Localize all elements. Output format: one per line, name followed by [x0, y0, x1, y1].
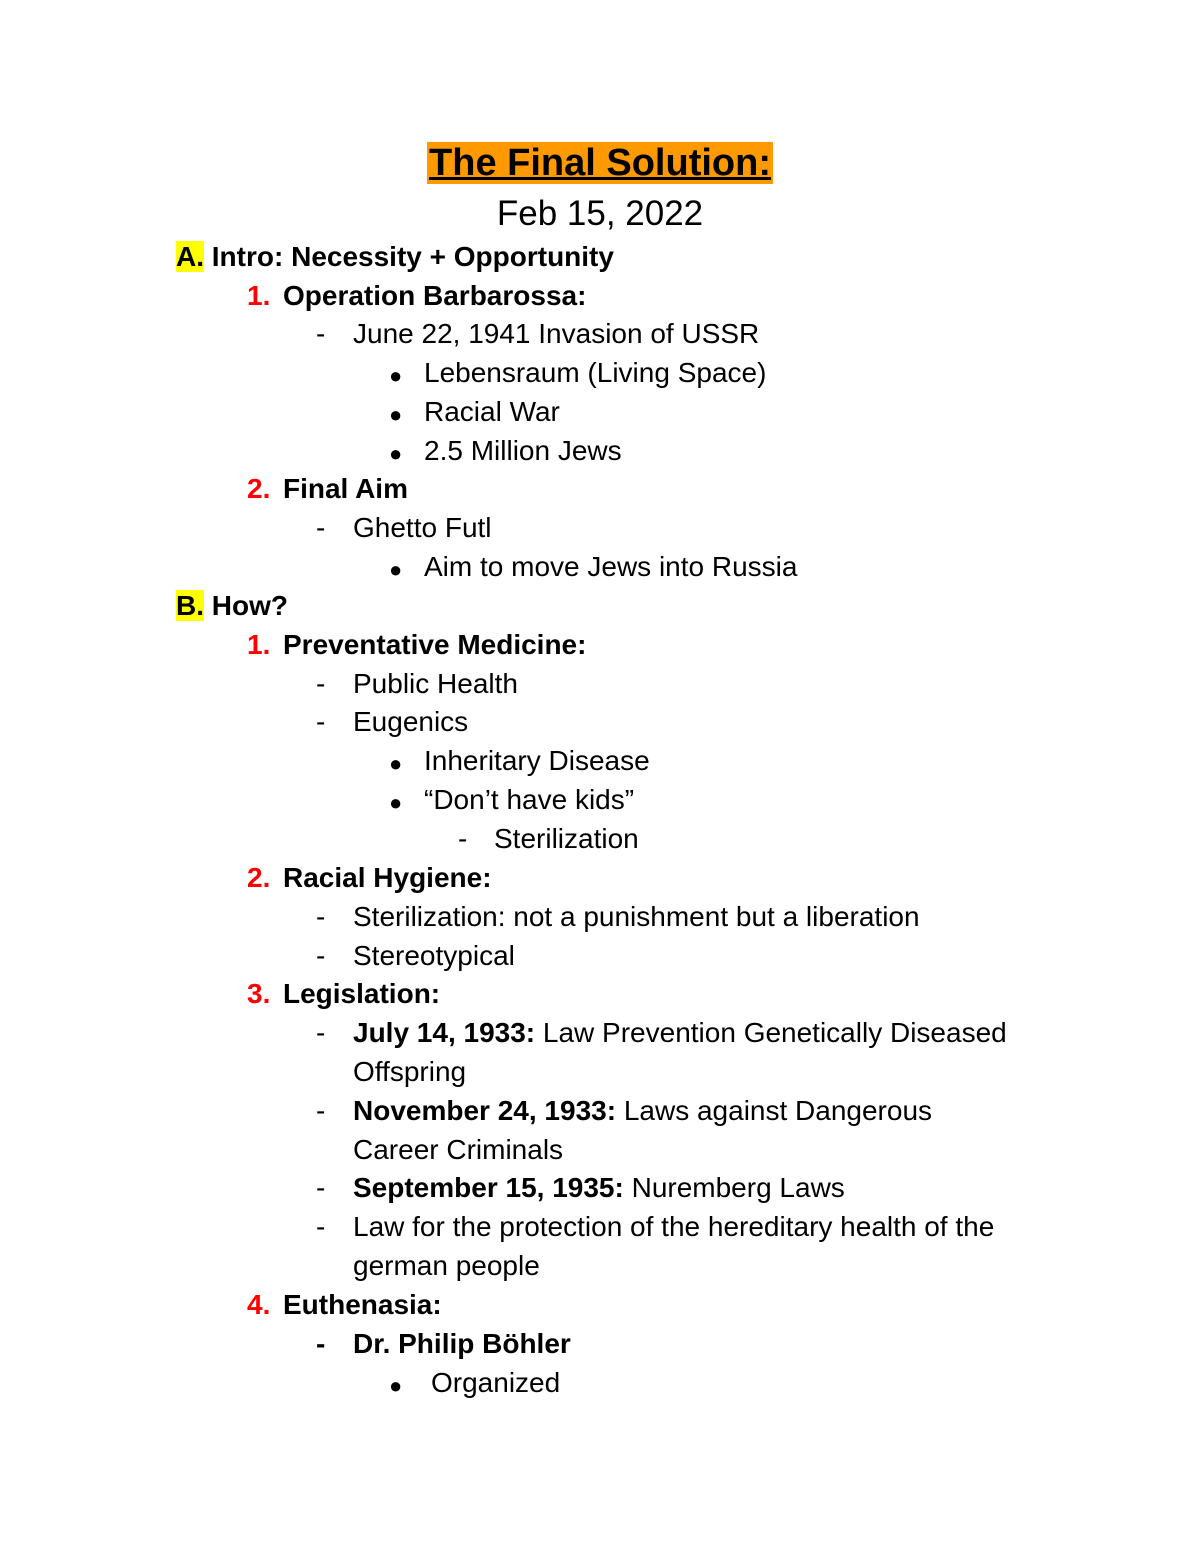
dash-continuation: german people — [353, 1250, 540, 1281]
law-name: Laws against Dangerous — [616, 1095, 933, 1126]
bullet-marker: ● — [389, 790, 403, 815]
bullet-text: Organized — [431, 1367, 561, 1398]
dash-marker: - — [316, 1095, 326, 1126]
dash-marker: - — [316, 901, 326, 932]
law-date: November 24, 1933: — [353, 1095, 617, 1126]
dash-text: Law for the protection of the hereditary health of the — [353, 1211, 995, 1242]
page-title: The Final Solution: — [429, 142, 771, 184]
item-title: Euthenasia: — [283, 1289, 442, 1320]
dash-marker: - — [316, 1172, 326, 1203]
item-number: 3. — [247, 978, 271, 1009]
item-number: 1. — [247, 280, 271, 311]
bullet-marker: ● — [389, 1373, 403, 1398]
dash-marker: - — [316, 1328, 326, 1359]
dash-text: Stereotypical — [353, 940, 515, 971]
section-b-heading — [176, 589, 288, 623]
dash-text — [353, 1094, 932, 1128]
law-name: Nuremberg Laws — [623, 1172, 845, 1203]
dash-marker: - — [316, 1017, 326, 1048]
bullet-text: Aim to move Jews into Russia — [424, 551, 798, 582]
section-a-heading — [176, 240, 614, 274]
section-a-title: Intro: Necessity + Opportunity — [211, 241, 614, 272]
bullet-text: 2.5 Million Jews — [424, 435, 622, 466]
dash-text — [353, 1016, 1007, 1050]
dash-text: Sterilization — [494, 823, 639, 854]
section-b-title: How? — [211, 590, 288, 621]
item-number: 2. — [247, 473, 271, 504]
law-name: Law Prevention Genetically Diseased — [535, 1017, 1007, 1048]
law-date: July 14, 1933: — [353, 1017, 536, 1048]
bullet-marker: ● — [389, 402, 403, 427]
dash-marker: - — [316, 668, 326, 699]
bullet-text: Racial War — [424, 396, 560, 427]
section-b-letter: B. — [176, 590, 204, 621]
item-title: Preventative Medicine: — [283, 629, 587, 660]
bullet-marker: ● — [389, 751, 403, 776]
dash-text: Eugenics — [353, 706, 469, 737]
dash-marker: - — [316, 706, 326, 737]
item-number: 1. — [247, 629, 271, 660]
section-a-letter: A. — [176, 241, 204, 272]
bullet-marker: ● — [389, 557, 403, 582]
dash-text: Dr. Philip Böhler — [353, 1328, 571, 1359]
bullet-marker: ● — [389, 441, 403, 466]
item-title: Operation Barbarossa: — [283, 280, 587, 311]
law-date: September 15, 1935: — [353, 1172, 624, 1203]
dash-text — [353, 1171, 845, 1205]
dash-marker: - — [458, 823, 468, 854]
dash-text: Public Health — [353, 668, 518, 699]
dash-text: Ghetto Futl — [353, 512, 492, 543]
title-container — [0, 140, 1200, 186]
dash-marker: - — [316, 1211, 326, 1242]
item-number: 4. — [247, 1289, 271, 1320]
dash-marker: - — [316, 512, 326, 543]
bullet-text: Lebensraum (Living Space) — [424, 357, 767, 388]
item-title: Legislation: — [283, 978, 441, 1009]
dash-text: Sterilization: not a punishment but a liberation — [353, 901, 920, 932]
dash-continuation: Career Criminals — [353, 1134, 564, 1165]
item-title: Racial Hygiene: — [283, 862, 492, 893]
bullet-text: “Don’t have kids” — [424, 784, 635, 815]
dash-text: June 22, 1941 Invasion of USSR — [353, 318, 760, 349]
dash-continuation: Offspring — [353, 1056, 467, 1087]
item-title: Final Aim — [283, 473, 408, 504]
bullet-text: Inheritary Disease — [424, 745, 650, 776]
date-subtitle: Feb 15, 2022 — [496, 194, 704, 233]
item-number: 2. — [247, 862, 271, 893]
bullet-marker: ● — [389, 363, 403, 388]
dash-marker: - — [316, 318, 326, 349]
dash-marker: - — [316, 940, 326, 971]
